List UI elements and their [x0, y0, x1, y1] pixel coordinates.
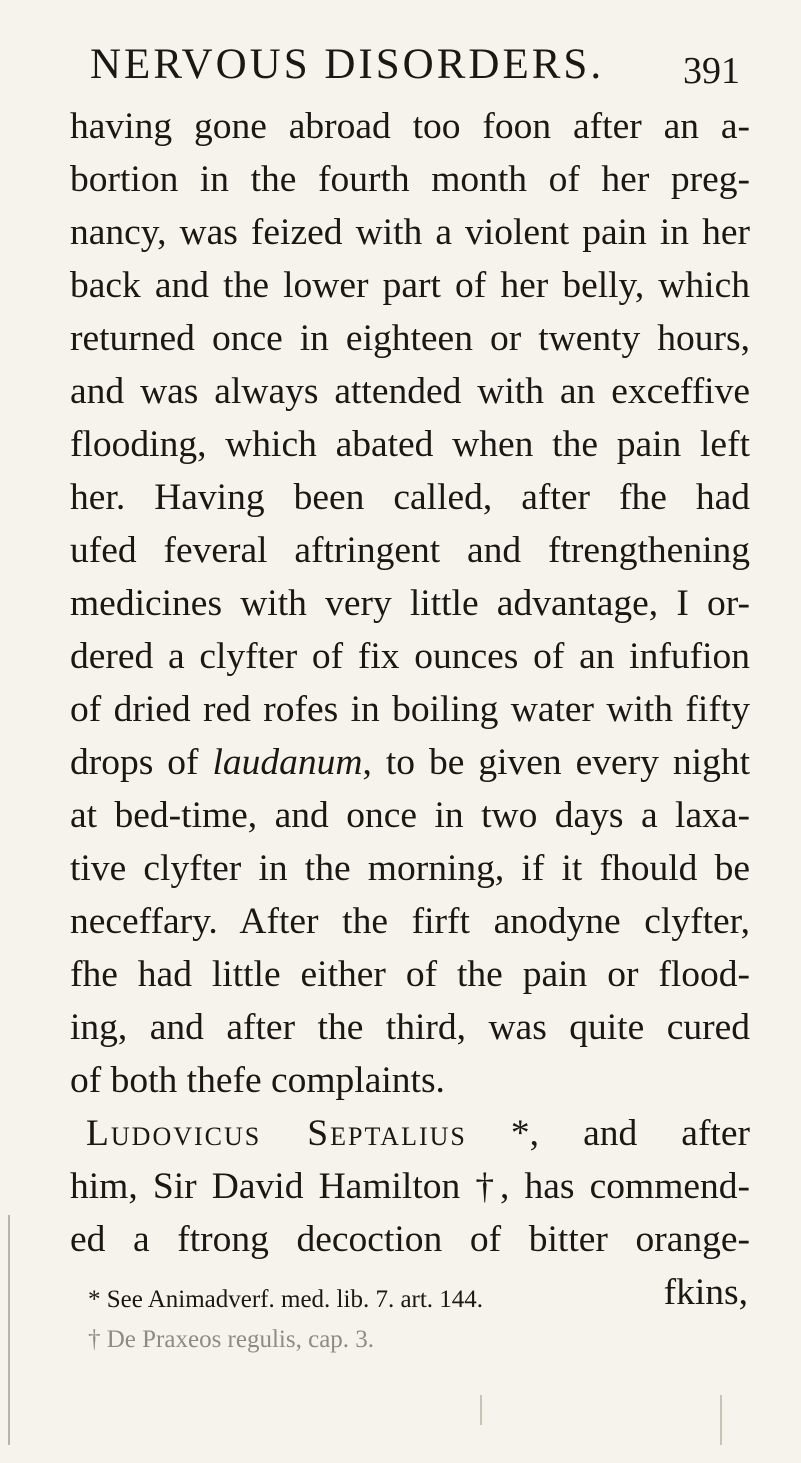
text-line: ed a ftrong decoction of bitter orange- [70, 1219, 750, 1260]
author-name: Ludovicus Septalius [86, 1113, 467, 1154]
text-line: bortion in the fourth month of her preg- [70, 159, 750, 200]
text-line: of dried red rofes in boiling water with fifty [70, 689, 750, 730]
text-line: at bed-time, and once in two days a laxa- [70, 795, 750, 836]
footnote: † De Praxeos regulis, cap. 3. [88, 1326, 375, 1353]
text-line: ufed feveral aftringent and ftrengthening [70, 530, 750, 571]
text-line-laudanum [70, 736, 750, 789]
text-line: back and the lower part of her belly, which [70, 265, 750, 306]
text-line: flooding, which abated when the pain left [70, 424, 750, 465]
running-title: NERVOUS DISORDERS. [90, 41, 605, 88]
text-line: tive clyfter in the morning, if it fhould be [70, 848, 750, 889]
footnote: * See Animadverf. med. lib. 7. art. 144. [88, 1286, 484, 1313]
text-line-septalius [70, 1107, 750, 1160]
text-line: and was always attended with an exceffive [70, 371, 750, 412]
text-line: returned once in eighteen or twenty hours, [70, 318, 750, 359]
page-number: 391 [683, 50, 740, 92]
text-line: fhe had little either of the pain or flood- [70, 954, 750, 995]
text-line: of both thefe complaints. [70, 1060, 445, 1101]
text-fragment: , to be given every night [362, 742, 750, 783]
running-head [90, 40, 740, 90]
text-line: having gone abroad too foon after an a- [70, 106, 750, 147]
italic-term: laudanum [212, 742, 363, 783]
text-line: dered a clyfter of fix ounces of an infufion [70, 636, 750, 677]
text-line: nancy, was feized with a violent pain in her [70, 212, 750, 253]
text-line: him, Sir David Hamilton †, has commend- [70, 1166, 750, 1207]
text-fragment: drops of [70, 742, 213, 783]
text-fragment: *, and after [466, 1113, 750, 1154]
catchword: fkins, [663, 1272, 748, 1313]
paper-mark [720, 1395, 722, 1445]
text-line: ing, and after the third, was quite cured [70, 1007, 750, 1048]
body-text [70, 100, 750, 1319]
text-line: medicines with very little advantage, I or- [70, 583, 750, 624]
binding-edge-line [8, 1215, 10, 1445]
footnotes [88, 1280, 728, 1360]
text-line: neceffary. After the firft anodyne clyfter, [70, 901, 750, 942]
paper-mark [480, 1395, 482, 1425]
text-line: her. Having been called, after fhe had [70, 477, 750, 518]
